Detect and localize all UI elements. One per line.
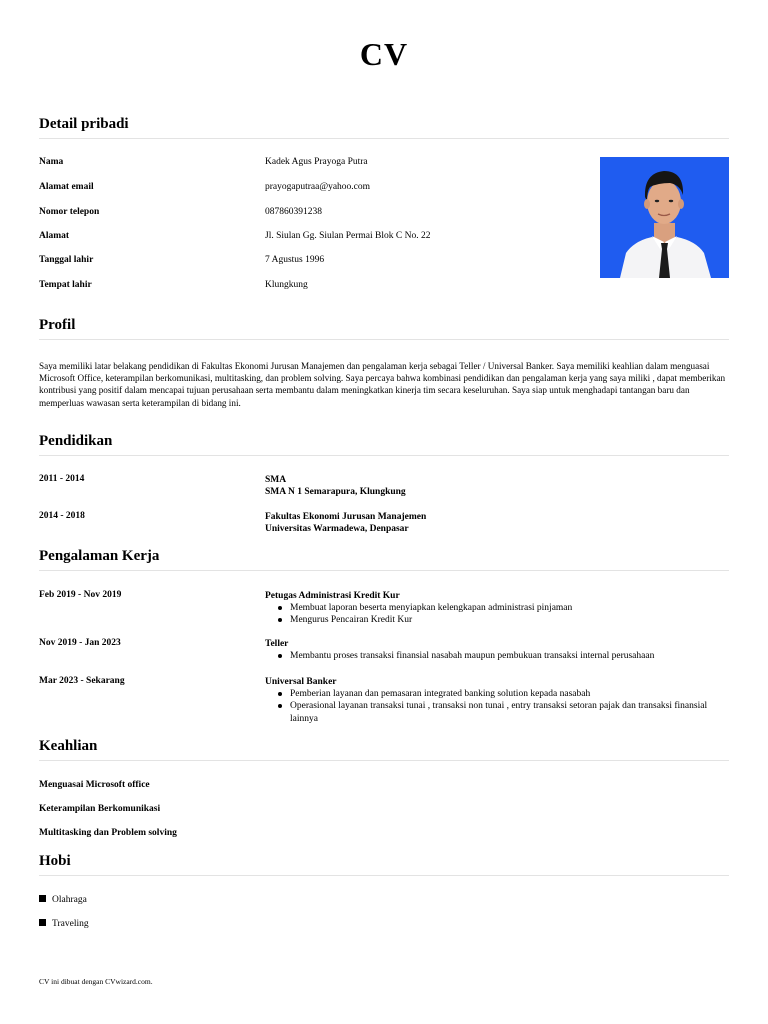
education-institution: SMA N 1 Semarapura, Klungkung bbox=[265, 487, 406, 498]
experience-role: Teller bbox=[265, 639, 289, 649]
experience-period: Feb 2019 - Nov 2019 bbox=[39, 590, 122, 600]
section-heading-personal: Detail pribadi bbox=[39, 116, 729, 139]
hobby-label: Traveling bbox=[52, 919, 89, 929]
experience-role: Petugas Administrasi Kredit Kur bbox=[265, 591, 400, 601]
skill-item: Multitasking dan Problem solving bbox=[39, 828, 177, 838]
experience-duties bbox=[265, 650, 729, 662]
hobby-item bbox=[39, 895, 87, 905]
field-value: Klungkung bbox=[265, 280, 308, 290]
field-label: Alamat bbox=[39, 231, 70, 241]
experience-period: Nov 2019 - Jan 2023 bbox=[39, 638, 121, 648]
person-portrait-icon bbox=[600, 157, 729, 278]
profile-photo bbox=[600, 157, 729, 278]
duty-item: Mengurus Pencairan Kredit Kur bbox=[290, 614, 729, 626]
duty-item: Membuat laporan beserta menyiapkan kelengkapan administrasi pinjaman bbox=[290, 602, 729, 614]
cv-title: CV bbox=[359, 36, 409, 72]
experience-duties bbox=[265, 688, 729, 725]
square-bullet-icon bbox=[39, 895, 46, 902]
field-value: 7 Agustus 1996 bbox=[265, 255, 325, 265]
section-heading-experience: Pengalaman Kerja bbox=[39, 548, 729, 571]
duty-item: Pemberian layanan dan pemasaran integrated banking solution kepada nasabah bbox=[290, 688, 729, 700]
education-period: 2011 - 2014 bbox=[39, 474, 85, 484]
skill-item: Menguasai Microsoft office bbox=[39, 780, 150, 790]
education-level: Fakultas Ekonomi Jurusan Manajemen bbox=[265, 512, 427, 522]
field-value: 087860391238 bbox=[265, 207, 322, 217]
section-heading-hobbies: Hobi bbox=[39, 853, 729, 876]
education-institution: Universitas Warmadewa, Denpasar bbox=[265, 524, 409, 535]
profile-summary: Saya memiliki latar belakang pendidikan di Fakultas Ekonomi Jurusan Manajemen dan pengalaman kerja sebagai Teller / Universal Banker. Saya memiliki keahlian dalam menguasai Microsoft Office, keterampilan berkomunikasi, multitasking, dan problem solving. Saya percaya bahwa kombinasi pendidikan dan pengalaman kerja yang saya miliki , dapat memberikan kontribusi yang positif dalam mencapai tujuan perusahaan serta membantu dalam meningkatkan kinerja tim secara keseluruhan. Saya siap untuk menghadapi tantangan baru dan memperluas wawasan serta keterampilan di bidang ini. bbox=[39, 361, 726, 408]
duty-item: Operasional layanan transaksi tunai , transaksi non tunai , entry transaksi setoran pajak dan transaksi finansial lainnya bbox=[290, 700, 729, 724]
field-label: Nama bbox=[39, 157, 64, 167]
hobby-label: Olahraga bbox=[52, 895, 87, 905]
education-level: SMA bbox=[265, 475, 287, 485]
field-value: Jl. Siulan Gg. Siulan Permai Blok C No. 22 bbox=[265, 231, 431, 241]
field-label: Alamat email bbox=[39, 182, 94, 192]
education-period: 2014 - 2018 bbox=[39, 511, 85, 521]
experience-period: Mar 2023 - Sekarang bbox=[39, 676, 125, 686]
field-label: Nomor telepon bbox=[39, 207, 100, 217]
square-bullet-icon bbox=[39, 919, 46, 926]
experience-duties bbox=[265, 602, 729, 626]
experience-role: Universal Banker bbox=[265, 677, 337, 687]
field-value: Kadek Agus Prayoga Putra bbox=[265, 157, 368, 167]
hobby-item bbox=[39, 919, 89, 929]
skill-item: Keterampilan Berkomunikasi bbox=[39, 804, 161, 814]
section-heading-profile: Profil bbox=[39, 317, 729, 340]
field-value: prayogaputraa@yahoo.com bbox=[265, 182, 371, 192]
section-heading-skills: Keahlian bbox=[39, 738, 729, 761]
field-label: Tempat lahir bbox=[39, 280, 92, 290]
duty-item: Membantu proses transaksi finansial nasabah maupun pembukuan transaksi internal perusahaan bbox=[290, 650, 729, 662]
section-heading-education: Pendidikan bbox=[39, 433, 729, 456]
field-label: Tanggal lahir bbox=[39, 255, 94, 265]
footer-note: CV ini dibuat dengan CVwizard.com. bbox=[39, 977, 153, 986]
